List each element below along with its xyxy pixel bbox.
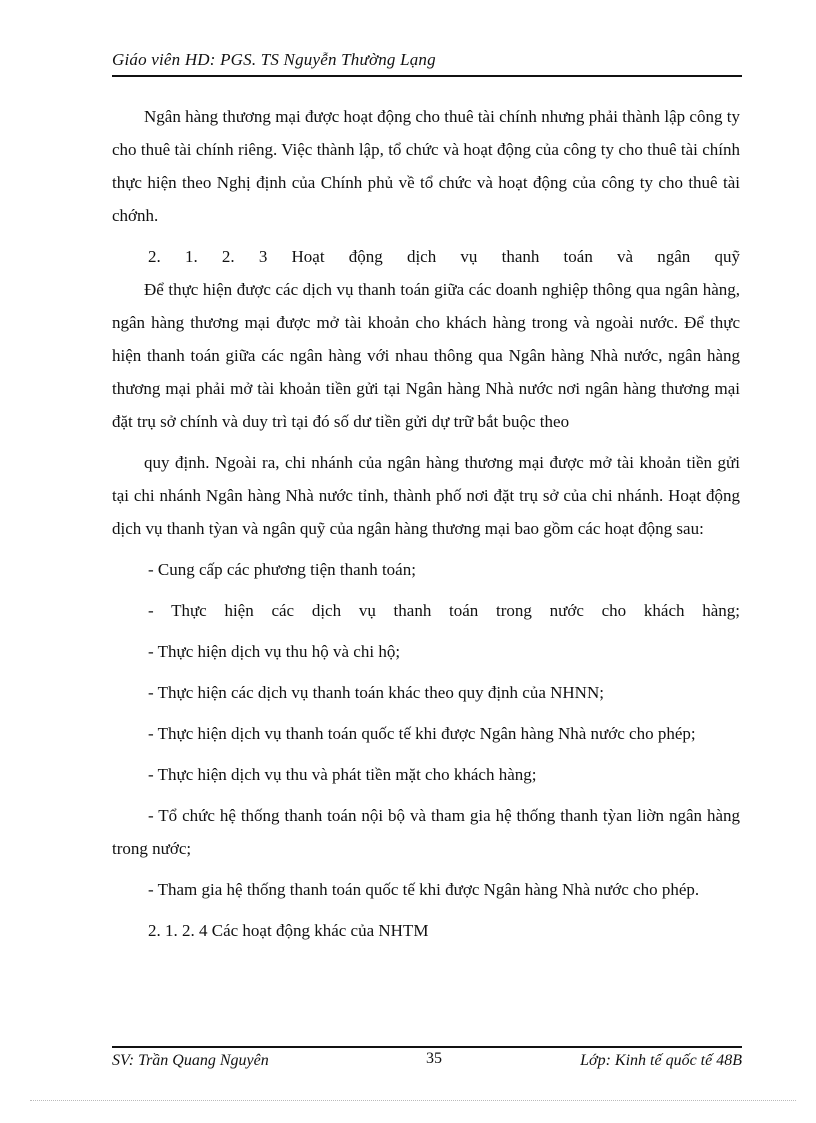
list-item: - Thực hiện các dịch vụ thanh toán khác theo quy định của NHNN;: [148, 683, 604, 702]
list-item: - Tham gia hệ thống thanh toán quốc tế khi được Ngân hàng Nhà nước cho phép.: [148, 880, 700, 899]
paragraph-payment-continued: quy định. Ngoài ra, chi nhánh của ngân hàng thương mại được mở tài khoản tiền gửi tại chi nhánh Ngân hàng Nhà nước tỉnh, thành phố nơi đặt trụ sở của chi nhánh. Hoạt động dịch vụ thanh tỳan và ngân quỹ của ngân hàng thương mại bao gồm các hoạt động sau:: [112, 453, 740, 538]
list-item: - Cung cấp các phương tiện thanh toán;: [148, 560, 416, 579]
footer-student: SV: Trần Quang Nguyên: [112, 1052, 269, 1069]
section-heading-2-1-2-3: 2. 1. 2. 3 Hoạt động dịch vụ thanh toán và ngân quỹ: [148, 247, 740, 266]
page-bottom-border: [30, 1100, 796, 1101]
page-body: [112, 100, 740, 947]
page-number: 35: [426, 1050, 442, 1067]
page-header: [112, 50, 742, 70]
header-teacher: Giáo viên HD: PGS. TS Nguyễn Thường Lạng: [112, 50, 436, 69]
footer-class: Lớp: Kinh tế quốc tế 48B: [580, 1052, 742, 1069]
list-item: - Thực hiện các dịch vụ thanh toán trong nước cho khách hàng;: [148, 601, 740, 620]
list-item: - Tổ chức hệ thống thanh toán nội bộ và tham gia hệ thống thanh tỳan liờn ngân hàng trong nước;: [112, 806, 740, 858]
page-footer: [112, 1046, 742, 1076]
header-rule: [112, 75, 742, 77]
list-item: - Thực hiện dịch vụ thanh toán quốc tế khi được Ngân hàng Nhà nước cho phép;: [148, 724, 696, 743]
paragraph-payment-intro: Để thực hiện được các dịch vụ thanh toán giữa các doanh nghiệp thông qua ngân hàng, ngân hàng thương mại được mở tài khoản cho khách hàng trong và ngoài nước. Để thực hiện thanh toán giữa các ngân hàng với nhau thông qua Ngân hàng Nhà nước, ngân hàng thương mại phải mở tài khoản tiền gửi tại Ngân hàng Nhà nước nơi ngân hàng thương mại đặt trụ sở chính và duy trì tại đó số dư tiền gửi dự trữ bắt buộc theo: [112, 280, 740, 431]
footer-rule: [112, 1046, 742, 1048]
list-item: - Thực hiện dịch vụ thu hộ và chi hộ;: [148, 642, 401, 661]
section-heading-2-1-2-4: 2. 1. 2. 4 Các hoạt động khác của NHTM: [148, 921, 429, 940]
paragraph-leasing: Ngân hàng thương mại được hoạt động cho thuê tài chính nhưng phải thành lập công ty cho thuê tài chính riêng. Việc thành lập, tổ chức và hoạt động của công ty cho thuê tài chính thực hiện theo Nghị định của Chính phủ về tổ chức và hoạt động của công ty cho thuê tài chớnh.: [112, 107, 740, 225]
list-item: - Thực hiện dịch vụ thu và phát tiền mặt cho khách hàng;: [148, 765, 537, 784]
